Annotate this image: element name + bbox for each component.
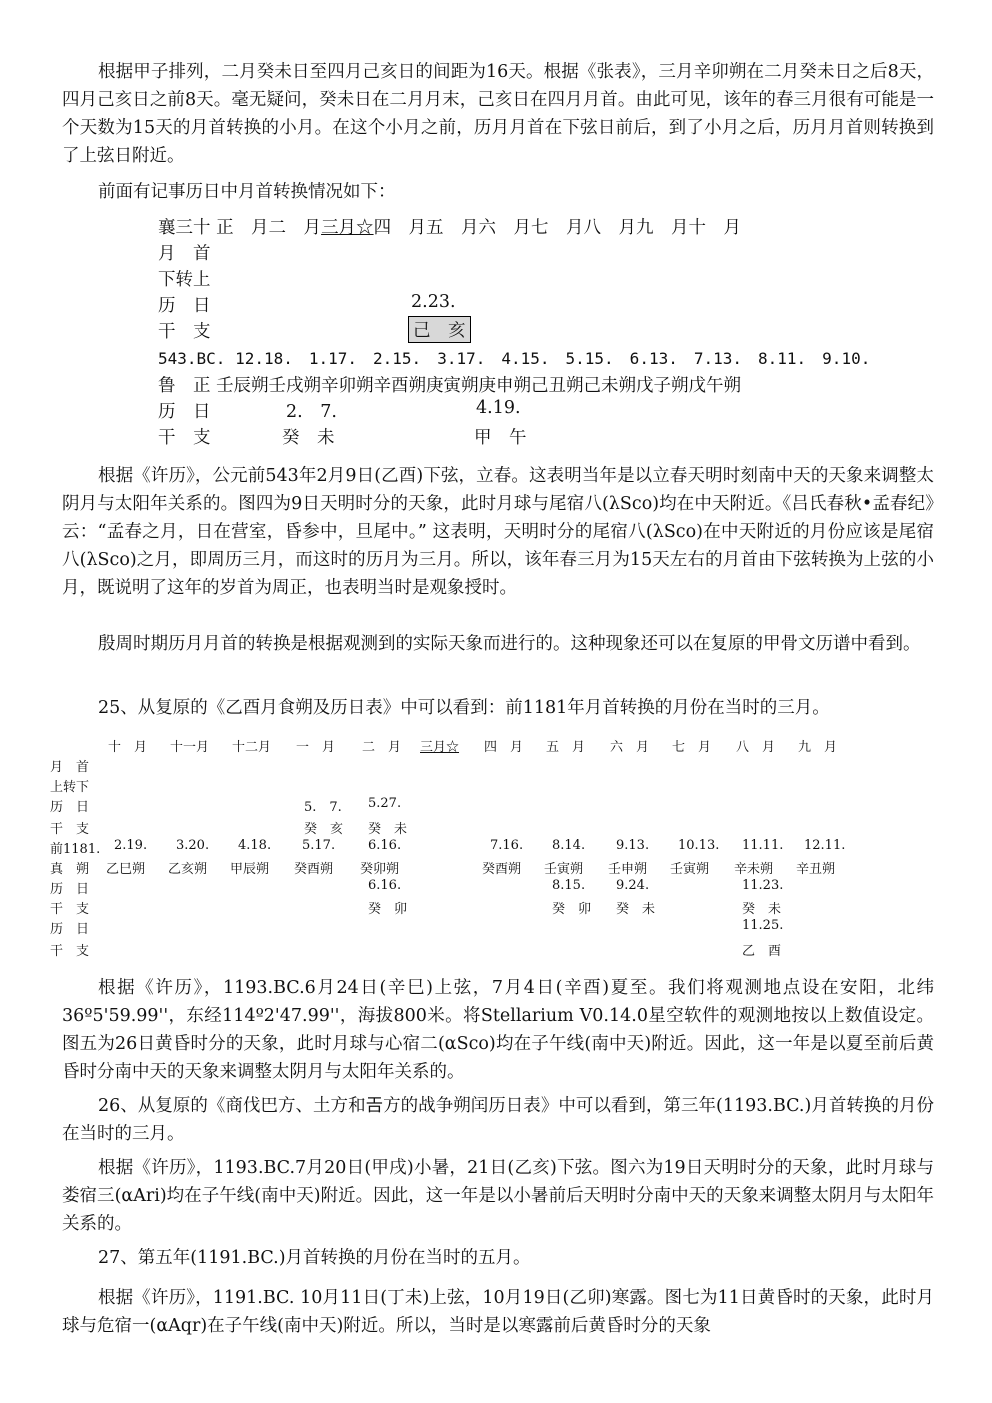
table1-label-date-2: 历 日 [158, 402, 211, 422]
table2-month-header: 八 月 [736, 740, 776, 755]
table2-row-label: 历 日 [50, 882, 90, 897]
table2-new-moon-date: 12.11. [804, 838, 846, 853]
table1-header: 襄三十 正 月二 月三月☆四 月五 月六 月七 月八 月九 月十 月 [158, 218, 742, 238]
table2-hist-ganzhi: 乙 酉 [742, 944, 782, 959]
table2-ganzhi: 癸 亥 [304, 822, 344, 837]
table1-ganzhi-jihai-highlight: 己 亥 [408, 316, 471, 343]
table2-month-header: 四 月 [484, 740, 524, 755]
table2-hist-date: 9.24. [616, 878, 650, 893]
table2-month-header: 六 月 [610, 740, 650, 755]
table2-new-moon-date: 8.14. [552, 838, 586, 853]
table2-new-moon-date: 11.11. [742, 838, 784, 853]
table2-month-header: 五 月 [546, 740, 586, 755]
table1-label-ganzhi: 干 支 [158, 322, 211, 342]
table2-new-moon-ganzhi: 辛丑朔 [796, 862, 836, 877]
table2-new-moon-date: 7.16. [490, 838, 524, 853]
table2-month-header: 十二月 [232, 740, 272, 755]
table2-month-header: 二 月 [362, 740, 402, 755]
table2-row-label: 前1181. [50, 842, 101, 857]
table1-label-date: 历 日 [158, 296, 211, 316]
table2-new-moon-ganzhi: 乙巳朔 [106, 862, 146, 877]
paragraph-10: 根据《许历》，1191.BC. 10月11日(丁未)上弦，10月19日(乙卯)寒露。图七为11日黄昏时的天象，此时月球与危宿一(αAqr)在子午线(南中天)附近。所以，当时是以寒露前后黄昏时分的天象 [62, 1288, 934, 1336]
table2-new-moon-date: 10.13. [678, 838, 720, 853]
table2-new-moon-ganzhi: 壬寅朔 [670, 862, 710, 877]
table2-date: 5. 7. [304, 800, 342, 815]
table2-new-moon-ganzhi: 辛未朔 [734, 862, 774, 877]
paragraph-7: 26、从复原的《商伐巴方、土方和𢀛方的战争朔闰历日表》中可以看到，第三年(1193.BC.)月首转换的月份在当时的三月。 [62, 1096, 934, 1144]
table2-month-header: 三月☆ [420, 740, 460, 755]
table2-hist-date: 11.25. [742, 918, 784, 933]
table2-hist-ganzhi: 癸 未 [616, 902, 656, 917]
paragraph-1: 根据甲子排列，二月癸未日至四月己亥日的间距为16天。根据《张表》，三月辛卯朔在二月癸未日之后8天，四月己亥日之前8天。毫无疑问，癸未日在二月月末，己亥日在四月月首。由此可见，该年的春三月很有可能是一个天数为15天的月首转换的小月。在这个小月之前，历月月首在下弦日前后，到了小月之后，历月月首则转换到了上弦日附近。 [62, 62, 934, 166]
table2-new-moon-date: 9.13. [616, 838, 650, 853]
table2-row-label: 月 首 [50, 760, 90, 775]
table1-label-month-first: 月 首 [158, 244, 211, 264]
table2-month-header: 十一月 [170, 740, 210, 755]
table2-row-label: 历 日 [50, 800, 90, 815]
table1-ganzhi-jiawu: 甲 午 [474, 428, 527, 448]
table2-row-label: 干 支 [50, 944, 90, 959]
table2-new-moon-ganzhi: 壬寅朔 [544, 862, 584, 877]
table1-date-4-19: 4.19. [476, 398, 521, 418]
table2-row-label: 干 支 [50, 902, 90, 917]
table2-new-moon-ganzhi: 癸卯朔 [360, 862, 400, 877]
table2-month-header: 一 月 [296, 740, 336, 755]
table2-row-label: 干 支 [50, 822, 90, 837]
paragraph-8: 根据《许历》，1193.BC.7月20日(甲戌)小暑，21日(乙亥)下弦。图六为19日天明时分的天象，此时月球与娄宿三(αAri)均在子午线(南中天)附近。因此，这一年是以小暑前后天明时分南中天的天象来调整太阴月与太阳年关系的。 [62, 1158, 934, 1234]
table2-new-moon-ganzhi: 甲辰朔 [230, 862, 270, 877]
table2-new-moon-date: 5.17. [302, 838, 336, 853]
table2-new-moon-date: 4.18. [238, 838, 272, 853]
table2-ganzhi: 癸 未 [368, 822, 408, 837]
table2-new-moon-ganzhi: 癸酉朔 [294, 862, 334, 877]
table2-hist-ganzhi: 癸 卯 [368, 902, 408, 917]
table1-date-2-7: 2. 7. [286, 402, 337, 422]
paragraph-9: 27、第五年(1191.BC.)月首转换的月份在当时的五月。 [98, 1248, 531, 1268]
paragraph-4: 殷周时期历月月首的转换是根据观测到的实际天象而进行的。这种现象还可以在复原的甲骨文历谱中看到。 [98, 634, 921, 654]
table2-hist-date: 6.16. [368, 878, 402, 893]
table1-label-transfer: 下转上 [158, 270, 211, 290]
paragraph-2: 前面有记事历日中月首转换情况如下： [98, 182, 396, 202]
table2-month-header: 九 月 [798, 740, 838, 755]
paragraph-6: 根据《许历》，1193.BC.6月24日(辛巳)上弦，7月4日(辛酉)夏至。我们将观测地点设在安阳，北纬36º5'59.99''，东经114º2'47.99''，海拔800米。将Stellarium V0.14.0星空软件的观测地按以上数值设定。图五为26日黄昏时分的天象，此时月球与心宿二(αSco)均在子午线(南中天)附近。因此，这一年是以夏至前后黄昏时分南中天的天象来调整太阴月与太阳年关系的。 [62, 978, 934, 1082]
table2-month-header: 十 月 [108, 740, 148, 755]
paragraph-5: 25、从复原的《乙酉月食朔及历日表》中可以看到：前1181年月首转换的月份在当时的三月。 [98, 698, 830, 718]
table2-date: 5.27. [368, 796, 402, 811]
table2-row-label: 真 朔 [50, 862, 90, 877]
table2-new-moon-date: 2.19. [114, 838, 148, 853]
table2-new-moon-ganzhi: 壬申朔 [608, 862, 648, 877]
table1-row-lu: 鲁 正 壬辰朔壬戌朔辛卯朔辛酉朔庚寅朔庚申朔己丑朔己未朔戊子朔戊午朔 [158, 376, 742, 396]
table2-hist-date: 11.23. [742, 878, 784, 893]
table2-month-header: 七 月 [672, 740, 712, 755]
table1-row-543bc: 543.BC. 12.18. 1.17. 2.15. 3.17. 4.15. 5.15. 6.13. 7.13. 8.11. 9.10. [158, 349, 871, 368]
table1-date-2-23: 2.23. [411, 292, 456, 312]
table2-hist-ganzhi: 癸 卯 [552, 902, 592, 917]
table2-row-label: 历 日 [50, 922, 90, 937]
table1-ganzhi-guiwei: 癸 未 [282, 428, 335, 448]
table2-new-moon-ganzhi: 癸酉朔 [482, 862, 522, 877]
table2-new-moon-date: 6.16. [368, 838, 402, 853]
table1-label-ganzhi-2: 干 支 [158, 428, 211, 448]
table2-new-moon-date: 3.20. [176, 838, 210, 853]
table2-new-moon-ganzhi: 乙亥朔 [168, 862, 208, 877]
table2-hist-date: 8.15. [552, 878, 586, 893]
table2-hist-ganzhi: 癸 未 [742, 902, 782, 917]
paragraph-3: 根据《许历》，公元前543年2月9日(乙酉)下弦，立春。这表明当年是以立春天明时刻南中天的天象来调整太阴月与太阳年关系的。图四为9日天明时分的天象，此时月球与尾宿八(λSco)均在中天附近。《吕氏春秋•孟春纪》云：“孟春之月，日在营室，昏参中，旦尾中。” 这表明，天明时分的尾宿八(λSco)在中天附近的月份应该是尾宿八(λSco)之月，即周历三月，而这时的历月为三月。所以，该年春三月为15天左右的月首由下弦转换为上弦的小月，既说明了这年的岁首为周正，也表明当时是观象授时。 [62, 466, 934, 598]
table2-row-label: 上转下 [50, 780, 90, 795]
